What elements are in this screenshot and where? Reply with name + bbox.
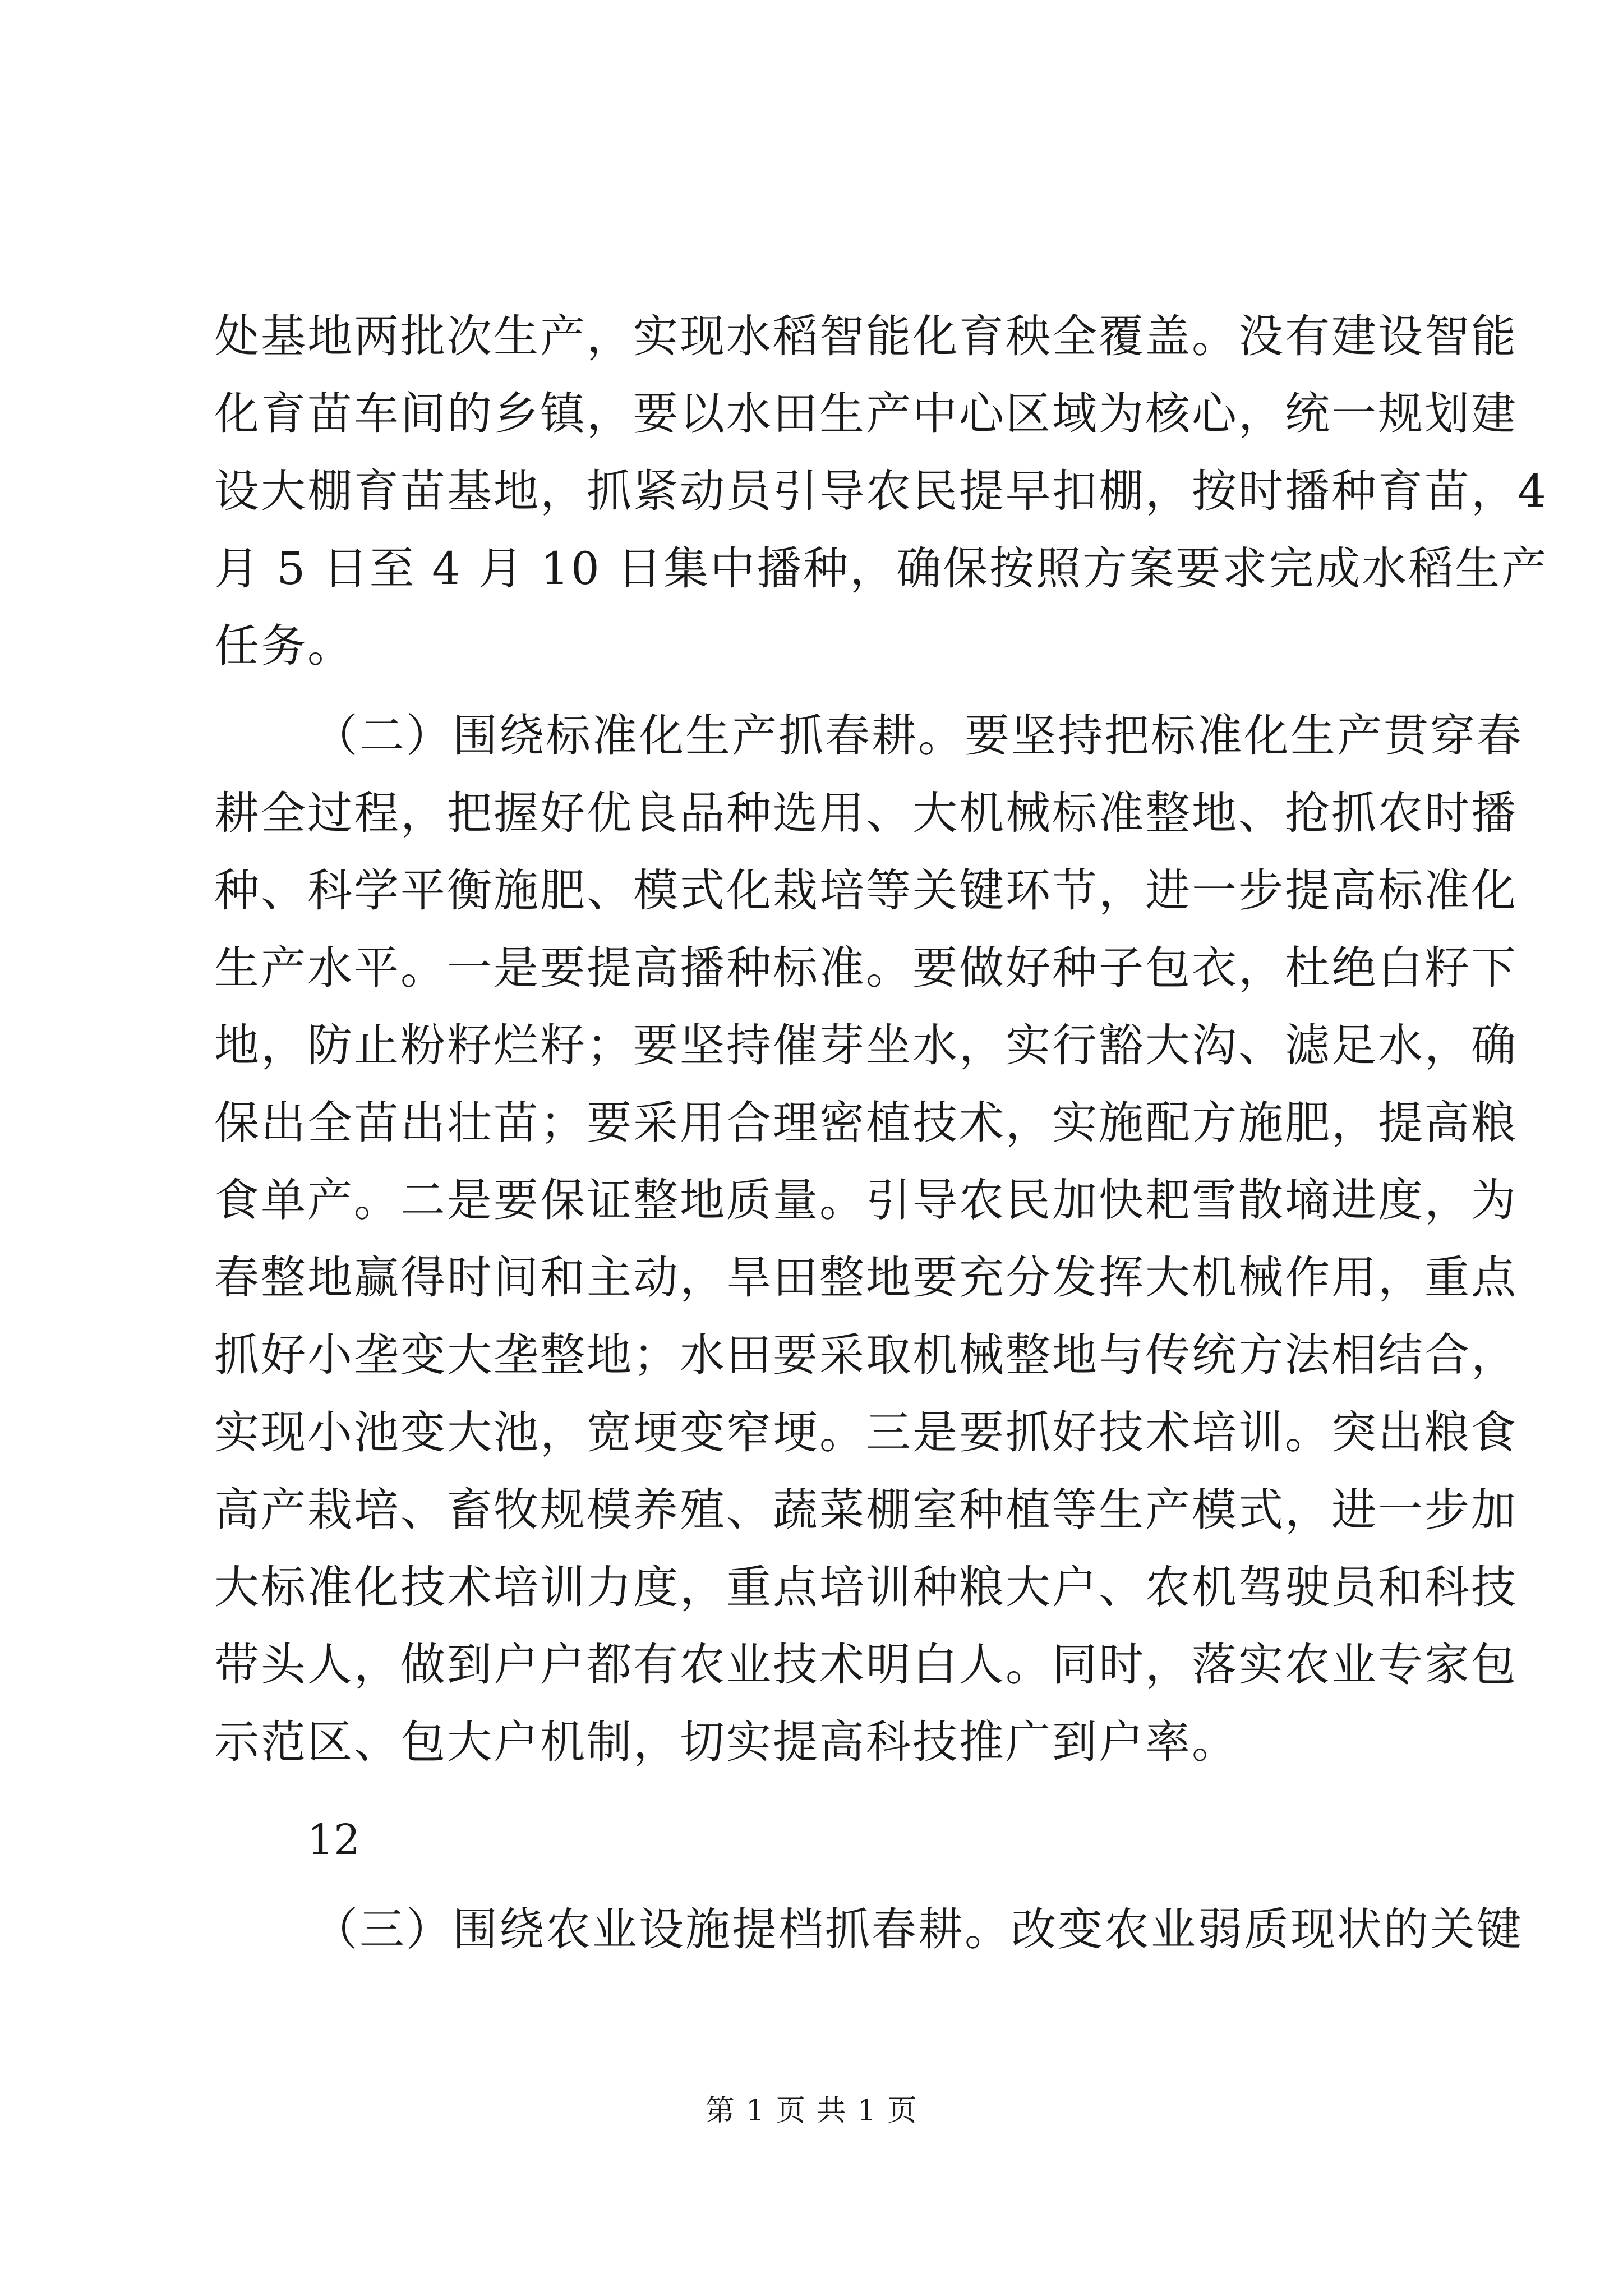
paragraph-line: 处基地两批次生产，实现水稻智能化育秧全覆盖。没有建设智能	[214, 310, 1518, 362]
paragraph-line: 大标准化技术培训力度，重点培训种粮大户、农机驾驶员和科技	[214, 1561, 1518, 1613]
paragraph-line: 抓好小垄变大垄整地；水田要采取机械整地与传统方法相结合，	[214, 1329, 1518, 1381]
paragraph-line: 高产栽培、畜牧规模养殖、蔬菜棚室种植等生产模式，进一步加	[214, 1484, 1518, 1536]
paragraph-line: 食单产。二是要保证整地质量。引导农民加快耙雪散墒进度，为	[214, 1174, 1518, 1226]
paragraph-line: 耕全过程，把握好优良品种选用、大机械标准整地、抢抓农时播	[214, 787, 1518, 839]
paragraph-line: 任务。	[214, 620, 354, 672]
paragraph-line: （二）围绕标准化生产抓春耕。要坚持把标准化生产贯穿春	[313, 710, 1523, 762]
paragraph-line: 设大棚育苗基地，抓紧动员引导农民提早扣棚，按时播种育苗，4	[214, 465, 1548, 517]
paragraph-line: 示范区、包大户机制，切实提高科技推广到户率。	[214, 1716, 1238, 1768]
paragraph-line: 种、科学平衡施肥、模式化栽培等关键环节，进一步提高标准化	[214, 864, 1518, 917]
paragraph-line: 春整地赢得时间和主动，旱田整地要充分发挥大机械作用，重点	[214, 1251, 1518, 1304]
paragraph-line: 保出全苗出壮苗；要采用合理密植技术，实施配方施肥，提高粮	[214, 1097, 1518, 1149]
paragraph-line: 月 5 日至 4 月 10 日集中播种，确保按照方案要求完成水稻生产	[214, 542, 1548, 595]
paragraph-line: （三）围绕农业设施提档抓春耕。改变农业弱质现状的关键	[313, 1903, 1523, 1955]
paragraph-line: 生产水平。一是要提高播种标准。要做好种子包衣，杜绝白籽下	[214, 942, 1518, 994]
paragraph-line: 带头人，做到户户都有农业技术明白人。同时，落实农业专家包	[214, 1639, 1518, 1691]
inline-page-number: 12	[307, 1816, 361, 1864]
paragraph-line: 地，防止粉籽烂籽；要坚持催芽坐水，实行豁大沟、滤足水，确	[214, 1019, 1518, 1071]
page-footer: 第 1 页 共 1 页	[705, 2094, 918, 2128]
paragraph-line: 化育苗车间的乡镇，要以水田生产中心区域为核心，统一规划建	[214, 388, 1518, 440]
paragraph-line: 实现小池变大池，宽埂变窄埂。三是要抓好技术培训。突出粮食	[214, 1406, 1518, 1458]
